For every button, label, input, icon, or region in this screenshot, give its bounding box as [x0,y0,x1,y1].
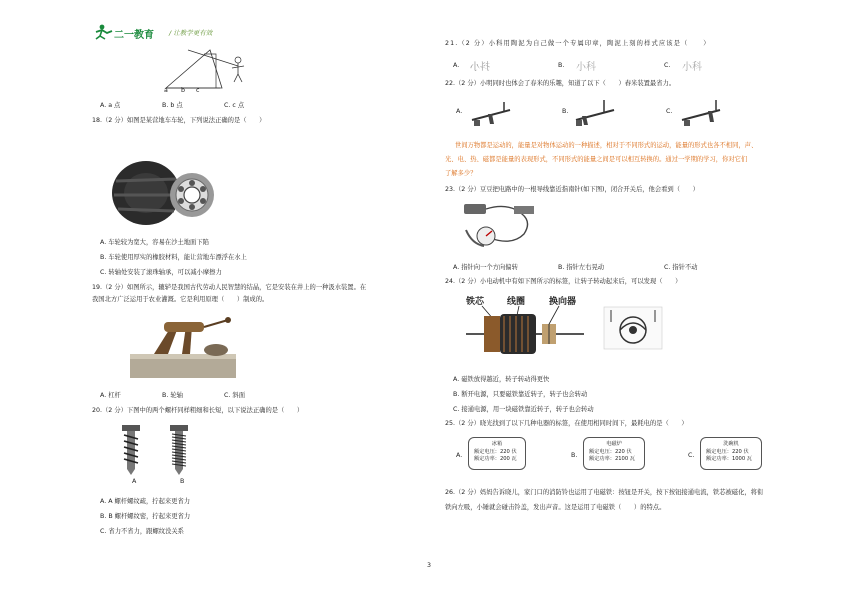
q21-option-b[interactable]: B. [558,62,565,69]
dishwasher-power: 额定功率：1000 瓦 [706,456,752,463]
cooker-voltage: 额定电压：220 伏 [589,448,632,455]
fridge-name: 冰箱 [491,441,503,447]
q17-option-a[interactable]: A. a 点 [100,102,121,109]
q20-option-c[interactable]: C. 省力不省力，跟螺纹没关系 [100,528,184,535]
q25-label-cooker [583,437,645,470]
cooker-name: 电磁炉 [606,441,622,447]
q22-stem: 22.（2 分）小明同时也体会了春米的乐趣，知道了以下（ ）舂米装置最省力。 [445,80,676,87]
q23-stem: 23.（2 分）豆豆把电路中的一根导线靠近指南针(如下图)，闭合开关后，他会看到（ ） [445,186,699,193]
q21-stamp-b: 小科 [576,62,596,73]
q20-option-a[interactable]: A. A 螺杆螺纹疏，拧起来更省力 [100,498,191,505]
q18-wheel-image [108,155,218,230]
q23-option-b[interactable]: B. 指针左右晃动 [558,264,605,271]
q22-pestle-b-image [574,98,618,128]
screw-label-a: A [132,478,137,485]
q20-stem: 20.（2 分）下图中的两个螺杆同样粗细和长短，以下说法正确的是（ ） [92,407,304,414]
motor-label-coil: 线圈 [507,297,526,307]
q24-option-b[interactable]: B. 断开电源，只要磁铁靠近转子，转子也会转动 [453,391,588,398]
q26-line1: 26.（2 分）妈妈告诉晓儿，家门口的消防铃也运用了电磁铁：按钮是开关，按下按钮接通电流，铁芯被磁化，将衔 [445,489,764,496]
fig-label-a: a [164,87,168,94]
q22-pestle-a-image [470,98,514,128]
fridge-power: 额定功率：200 瓦 [474,456,517,463]
q25-option-c[interactable]: C. [688,452,695,459]
q24-option-c[interactable]: C. 接通电源，用一块磁铁靠近转子，转子也会转动 [453,406,594,413]
dishwasher-name: 洗碗机 [723,441,739,447]
q25-stem: 25.（2 分）晓光找到了以下几种电器的标签，在使用相同时间下，最耗电的是（ ） [445,420,688,427]
motor-label-commutator: 换向器 [549,297,577,307]
q19-stem-line1: 19.（2 分）如图所示，辘轳是我国古代劳动人民智慧的结晶，它是安装在井上的一种汲水装置。在 [92,284,367,291]
q25-option-a[interactable]: A. [456,452,463,459]
slogan: / 让教学更有效 [169,29,213,37]
q21-option-c[interactable]: C. [664,62,671,69]
cooker-power: 额定功率：2100 瓦 [589,456,635,463]
q18-option-c[interactable]: C. 转轴处安装了滚珠轴承，可以减小摩擦力 [100,269,222,276]
q19-option-a[interactable]: A. 杠杆 [100,392,121,399]
fridge-voltage: 额定电压：220 伏 [474,448,517,455]
q17-figure [158,44,254,96]
fig-label-c: c [196,87,200,94]
q23-circuit-image [462,200,540,250]
q22-pestle-c-image [680,98,724,128]
q25-option-b[interactable]: B. [571,452,578,459]
dishwasher-voltage: 额定电压：220 伏 [706,448,749,455]
q22-option-a[interactable]: A. [456,108,463,115]
q23-option-c[interactable]: C. 指针不动 [664,264,698,271]
q17-option-c[interactable]: C. c 点 [224,102,245,109]
q17-option-b[interactable]: B. b 点 [162,102,183,109]
logo-text: 二一教育 [114,30,154,41]
q24-option-a[interactable]: A. 磁铁放得越近，转子转动得更快 [453,376,550,383]
q24-stem: 24.（2 分）小电动机中有如下图所示的标签，让转子转动起来后，可以发现（ ） [445,278,682,285]
q18-option-b[interactable]: B. 车轮使用厚实的橡胶材料，能让营地车漂浮在水上 [100,254,247,261]
q20-screws-image [118,423,196,477]
passage-line1: 世间万物都是运动的，能量是对物体运动的一种描述，相对于不同形式的运动，能量的形式也各不相同，声、 [455,142,758,149]
q21-option-a[interactable]: A. [453,62,460,69]
motor-label-core: 铁芯 [466,297,485,307]
passage-line3: 了解多少？ [445,170,477,177]
q21-stamp-a: 抖小 [470,62,490,73]
logo-icon [92,24,114,40]
passage-line2: 光、电、热、磁都是能量的表现形式，不同形式的能量之间是可以相互转换的。通过一学期的学习，你对它们 [445,156,748,163]
q21-stem: 21.（2 分）小科用陶泥为自己做一个专属印章，陶泥上刻的样式应该是（ ） [445,40,711,47]
q18-stem: 18.（2 分）如图是某营地车车轮，下列说法正确的是（ ） [92,117,266,124]
q26-line2: 铁向左吸，小锤就会碰击铃盖，发出声音。这是运用了电磁铁（ ）的特点。 [445,504,666,511]
q24-motor-image [464,304,588,360]
q21-stamp-c: 小科 [682,62,702,73]
header [92,24,292,40]
q25-label-fridge [468,437,526,470]
q19-windlass-image [124,310,254,382]
fig-label-b: b [181,87,185,94]
q25-label-dishwasher [700,437,762,470]
q18-option-a[interactable]: A. 车轮较为宽大，容易在沙土地面下陷 [100,239,209,246]
page-number: 3 [427,562,432,569]
q19-stem-line2: 我国北方广泛运用于农业灌溉。它是利用原理（ ）制成的。 [92,296,269,303]
q19-option-c[interactable]: C. 斜面 [224,392,245,399]
q24-motor-photo [603,306,663,350]
q22-option-c[interactable]: C. [666,108,673,115]
q19-option-b[interactable]: B. 轮轴 [162,392,183,399]
q20-option-b[interactable]: B. B 螺杆螺纹密，拧起来更省力 [100,513,191,520]
q22-option-b[interactable]: B. [562,108,569,115]
screw-label-b: B [180,478,185,485]
q23-option-a[interactable]: A. 指针向一个方向偏转 [453,264,518,271]
